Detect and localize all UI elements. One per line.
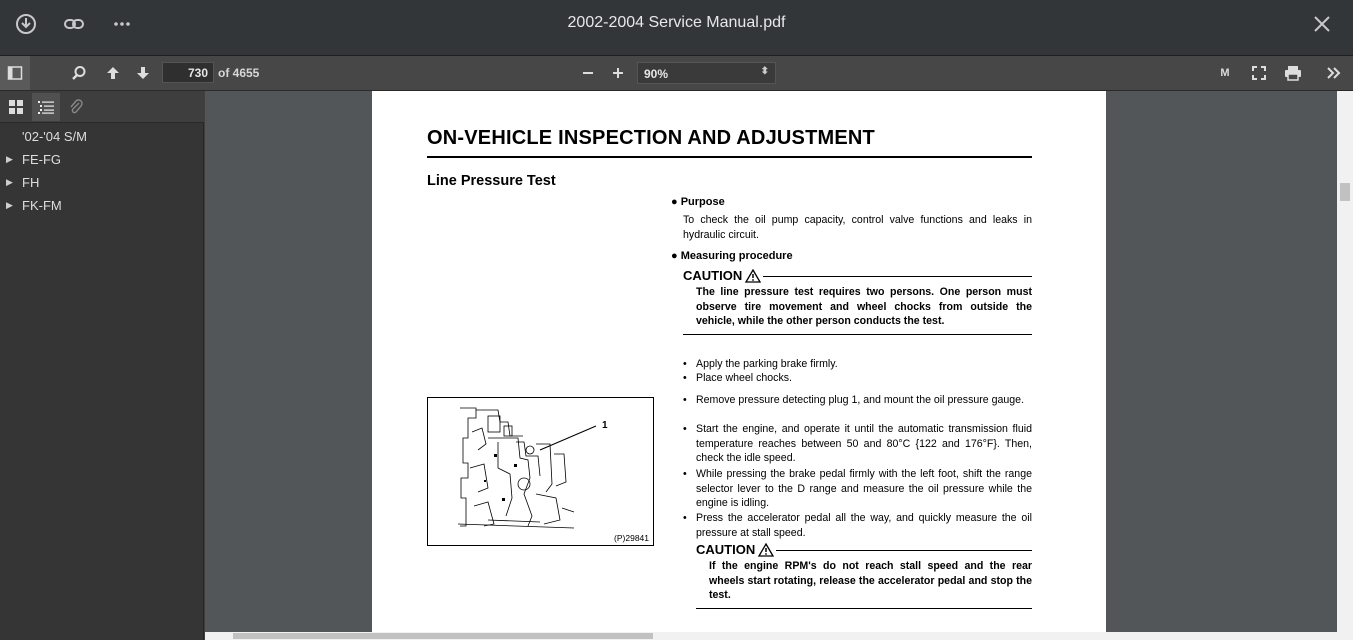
sidebar-toggle-icon[interactable] — [0, 56, 30, 90]
print-icon[interactable] — [1281, 56, 1305, 90]
warning-icon — [758, 543, 774, 557]
page-heading: ON-VEHICLE INSPECTION AND ADJUSTMENT — [427, 127, 875, 149]
transmission-drawing — [428, 398, 653, 545]
outline-item-fe-fg[interactable] — [0, 148, 204, 170]
caution-text: The line pressure test requires two persons. One person must observe tire movement and wheel chocks from outside the vehicle, while the other person conducts the test. — [696, 286, 1032, 328]
vertical-scrollbar[interactable] — [1337, 91, 1353, 632]
vertical-scroll-thumb[interactable] — [1340, 183, 1350, 201]
sidebar-tabs — [0, 91, 204, 123]
purpose-text: To check the oil pump capacity, control valve functions and leaks in hydraulic circuit. — [683, 214, 1032, 241]
zoom-in-icon[interactable] — [606, 56, 630, 90]
outline-label: FE-FG — [22, 151, 61, 167]
previous-page-icon[interactable] — [100, 56, 126, 90]
outline-item-fh[interactable] — [0, 171, 204, 193]
caution-heading: CAUTION — [683, 268, 761, 283]
step-item: • Place wheel chocks. — [683, 372, 792, 384]
caution-bottom-rule — [683, 334, 1032, 335]
caution-top-rule — [776, 550, 1032, 551]
section-heading: Line Pressure Test — [427, 173, 556, 189]
caution-bottom-rule — [696, 608, 1032, 609]
outline-label: '02-'04 S/M — [22, 128, 87, 144]
caution-text: If the engine RPM's do not reach stall speed and the rear wheels start rotating, release the accelerator pedal and stop the test. — [709, 560, 1032, 602]
close-icon[interactable] — [1310, 12, 1334, 36]
figure-number: (P)29841 — [614, 533, 649, 543]
next-page-icon[interactable] — [130, 56, 156, 90]
expand-triangle-icon[interactable]: ▶ — [6, 176, 13, 187]
select-arrows-icon: ⬍ — [760, 66, 769, 77]
outline-label: FK-FM — [22, 197, 62, 213]
pdf-toolbar — [0, 56, 1353, 91]
warning-icon — [745, 269, 761, 283]
purpose-heading: ● Purpose — [671, 196, 725, 208]
outline-item-sm[interactable] — [0, 125, 204, 147]
pdf-page — [372, 91, 1106, 632]
document-viewer[interactable] — [205, 91, 1337, 632]
page-number-input[interactable] — [162, 62, 214, 83]
attachments-icon[interactable] — [62, 93, 90, 121]
search-icon[interactable] — [66, 56, 92, 90]
m-icon[interactable]: M — [1220, 67, 1230, 79]
zoom-value: 90% — [644, 67, 669, 81]
fullscreen-icon[interactable] — [1247, 56, 1271, 90]
document-title: 2002-2004 Service Manual.pdf — [567, 14, 786, 31]
step-item: • Remove pressure detecting plug 1, and mount the oil pressure gauge. — [683, 394, 1025, 406]
procedure-heading: ● Measuring procedure — [671, 250, 793, 262]
caution-top-rule — [763, 276, 1032, 277]
more-tools-icon[interactable] — [1322, 56, 1346, 90]
step-item: • Press the accelerator pedal all the way, and quickly measure the oil pressure at stall speed. — [683, 512, 1032, 539]
step-item: • Apply the parking brake firmly. — [683, 358, 838, 370]
horizontal-scrollbar[interactable] — [205, 632, 1353, 640]
outline-item-fk-fm[interactable] — [0, 194, 204, 216]
horizontal-scroll-thumb[interactable] — [233, 633, 653, 639]
sidebar — [0, 91, 204, 640]
expand-triangle-icon[interactable]: ▶ — [6, 199, 13, 210]
page-count-label: of 4655 — [218, 66, 260, 80]
thumbnails-icon[interactable] — [2, 93, 30, 121]
title-bar — [0, 0, 1353, 56]
heading-rule — [427, 156, 1032, 158]
figure-callout: 1 — [602, 420, 608, 431]
outline-label: FH — [22, 174, 40, 190]
outline-icon[interactable] — [32, 93, 60, 121]
expand-triangle-icon[interactable]: ▶ — [6, 153, 13, 164]
step-item: • While pressing the brake pedal firmly with the left foot, shift the range selector lever to the D range and measure the oil pressure while the engine is idling. — [683, 468, 1032, 510]
step-item: • Start the engine, and operate it until the automatic transmission fluid temperature reaches between 50 and 80°C {122 and 176°F}. Then, check the idle speed. — [683, 423, 1032, 465]
zoom-select[interactable] — [637, 62, 776, 84]
caution-heading: CAUTION — [696, 542, 774, 557]
transmission-figure — [427, 397, 654, 546]
zoom-out-icon[interactable] — [576, 56, 600, 90]
